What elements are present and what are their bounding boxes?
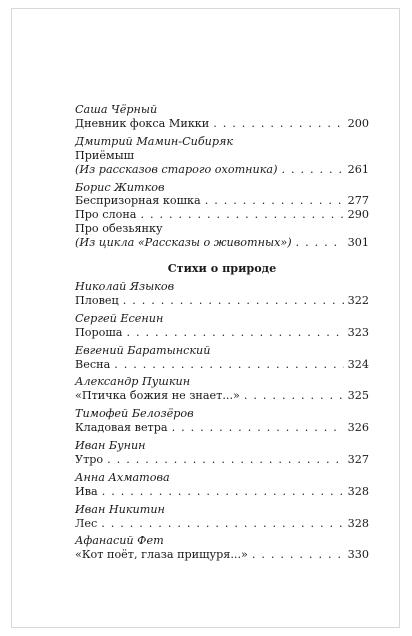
- dot-leader: [114, 358, 343, 372]
- work-title: Приёмыш: [75, 148, 135, 162]
- dot-leader: [205, 194, 344, 208]
- author-name: Евгений Баратынский: [75, 343, 211, 357]
- work-title: Про обезьянку: [75, 222, 163, 236]
- toc-entry: [75, 117, 369, 131]
- toc-entry: [75, 421, 369, 435]
- dot-leader: [172, 421, 344, 435]
- dot-leader: [281, 163, 343, 177]
- page-number: 330: [347, 548, 369, 562]
- work-title: (Из цикла «Рассказы о животных»): [75, 236, 292, 250]
- page-number: 261: [347, 162, 369, 176]
- dot-leader: [140, 208, 343, 222]
- page-number: 323: [347, 325, 369, 339]
- work-title: «Птичка божия не знает...»: [75, 389, 240, 403]
- table-of-contents: [75, 103, 369, 562]
- toc-entry: [75, 194, 369, 208]
- toc-entry: [75, 208, 369, 222]
- page-number: 328: [347, 484, 369, 498]
- work-title: Лес: [75, 516, 98, 530]
- toc-entry: [75, 389, 369, 403]
- work-title: Ива: [75, 484, 98, 498]
- toc-entry: [75, 453, 369, 467]
- toc-entry: [75, 517, 369, 531]
- author-name: Сергей Есенин: [75, 311, 164, 325]
- work-title: Кладовая ветра: [75, 421, 168, 435]
- author-name: Саша Чёрный: [75, 103, 158, 116]
- dot-leader: [296, 236, 344, 250]
- page-number: 324: [347, 357, 369, 371]
- book-page: [11, 8, 400, 628]
- dot-leader: [101, 517, 343, 531]
- author-name: Тимофей Белозёров: [75, 407, 194, 421]
- toc-entry: [75, 222, 369, 236]
- dot-leader: [213, 117, 343, 131]
- page-number: 290: [347, 208, 369, 222]
- work-title: Пловец: [75, 293, 119, 307]
- work-title: Утро: [75, 452, 104, 466]
- author-name: Анна Ахматова: [75, 470, 170, 484]
- toc-entry: [75, 163, 369, 177]
- author-name: Борис Житков: [75, 180, 165, 194]
- work-title: (Из рассказов старого охотника): [75, 162, 278, 176]
- dot-leader: [123, 294, 344, 308]
- toc-entry: [75, 236, 369, 250]
- page-number: 325: [347, 389, 369, 403]
- dot-leader: [102, 485, 344, 499]
- page-number: 326: [347, 421, 369, 435]
- toc-entry: [75, 294, 369, 308]
- work-title: Пороша: [75, 325, 123, 339]
- author-name: Иван Бунин: [75, 439, 146, 453]
- author-name: Иван Никитин: [75, 502, 165, 516]
- toc-entry: [75, 326, 369, 340]
- author-name: Афанасий Фет: [75, 534, 164, 548]
- author-name: Николай Языков: [75, 279, 175, 293]
- toc-entry: [75, 358, 369, 372]
- toc-entry: [75, 485, 369, 499]
- work-title: «Кот поёт, глаза прищуря...»: [75, 548, 248, 562]
- work-title: Беспризорная кошка: [75, 194, 201, 208]
- page-number: 327: [347, 452, 369, 466]
- dot-leader: [126, 326, 343, 340]
- page-number: 322: [347, 293, 369, 307]
- page-number: 301: [347, 236, 369, 250]
- toc-entry: [75, 548, 369, 562]
- dot-leader: [244, 389, 344, 403]
- page-number: 200: [347, 116, 369, 130]
- work-title: Про слона: [75, 208, 137, 222]
- work-title: Весна: [75, 357, 111, 371]
- work-title: Дневник фокса Микки: [75, 116, 210, 130]
- dot-leader: [252, 548, 344, 562]
- page-number: 328: [347, 516, 369, 530]
- toc-entry: [75, 149, 369, 163]
- dot-leader: [107, 453, 343, 467]
- page-number: 277: [347, 194, 369, 208]
- section-heading: Стихи о природе: [167, 261, 277, 276]
- author-name: Дмитрий Мамин-Сибиряк: [75, 134, 234, 148]
- author-name: Александр Пушкин: [75, 375, 191, 389]
